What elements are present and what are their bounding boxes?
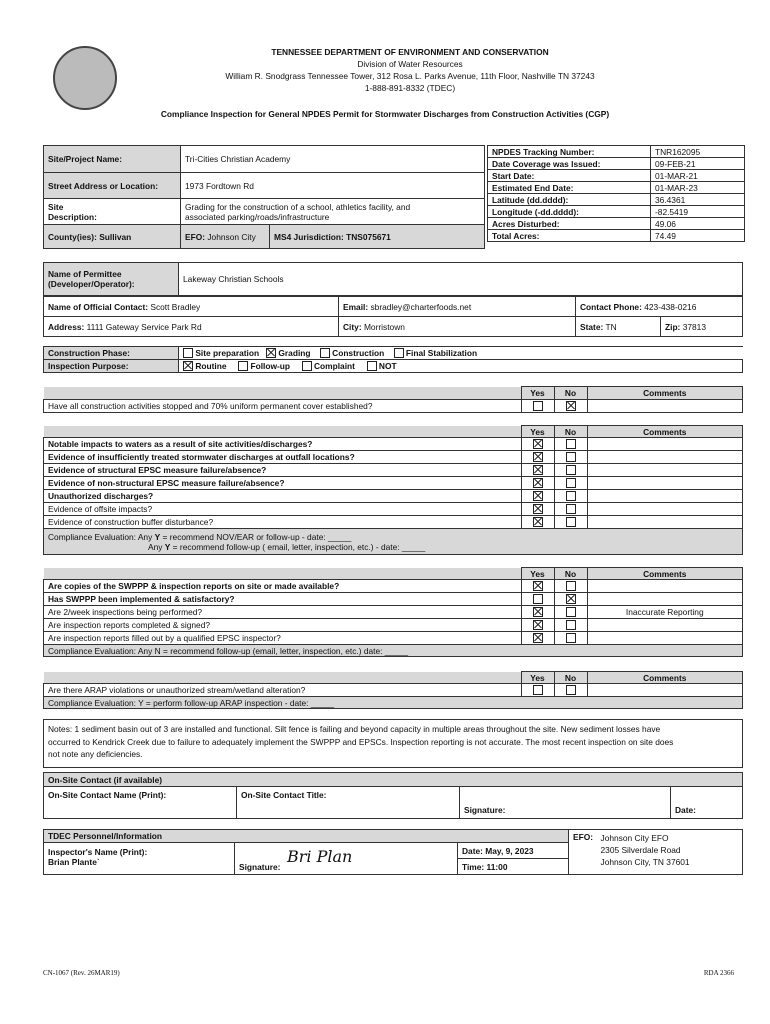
county-cell: County(ies): Sullivan <box>44 225 181 249</box>
question-row <box>44 619 743 632</box>
question-row <box>44 490 743 503</box>
question-yes-checkbox[interactable] <box>533 594 543 604</box>
phase-label: Construction Phase: <box>44 347 179 360</box>
q4-text: Are there ARAP violations or unauthorized stream/wetland alteration? <box>44 684 522 697</box>
permit-value: -82.5419 <box>651 206 745 218</box>
question-yes-checkbox[interactable] <box>533 581 543 591</box>
col-yes: Yes <box>521 672 554 684</box>
q4-yes-checkbox[interactable] <box>533 685 543 695</box>
permit-row <box>488 206 745 218</box>
department-title: TENNESSEE DEPARTMENT OF ENVIRONMENT AND CONSERVATION <box>271 47 549 57</box>
question-row <box>44 632 743 645</box>
efo-city: Johnson City, TN 37601 <box>600 856 690 867</box>
inspector-name-field: Inspector's Name (Print): Brian Plante` <box>44 843 235 875</box>
permit-row <box>488 218 745 230</box>
permit-value: 01-MAR-23 <box>651 182 745 194</box>
question-text: Unauthorized discharges? <box>44 490 522 503</box>
tdec-signature-field[interactable]: Signature: Bri Plan <box>235 843 458 875</box>
purpose-complaint-checkbox[interactable] <box>302 361 312 371</box>
question-row <box>44 580 743 593</box>
permittee-zip: Zip: 37813 <box>661 317 743 337</box>
question-yes-checkbox[interactable] <box>533 478 543 488</box>
question-row <box>44 464 743 477</box>
permit-value: TNR162095 <box>651 146 745 158</box>
contact-phone: Contact Phone: 423-438-0216 <box>576 297 743 317</box>
question-row <box>44 451 743 464</box>
col-comments: Comments <box>587 426 743 438</box>
official-contact: Name of Official Contact: Scott Bradley <box>44 297 339 317</box>
description-label: Site Description: <box>44 199 181 225</box>
permit-value: 09-FEB-21 <box>651 158 745 170</box>
street-address: 1973 Fordtown Rd <box>181 173 485 199</box>
inspector-signature: Bri Plan <box>287 847 353 866</box>
permit-label: Total Acres: <box>488 230 651 242</box>
q2-evaluation: Compliance Evaluation: Any Y = recommend NOV/EAR or follow-up - date: _____ Any Y = recommend follow-up ( email, letter, inspection, etc.) - date: _____ <box>44 529 743 555</box>
question-row <box>44 438 743 451</box>
question-row <box>44 477 743 490</box>
efo-name: Johnson City EFO <box>600 832 669 843</box>
col-yes: Yes <box>521 387 554 400</box>
question-no-checkbox[interactable] <box>566 633 576 643</box>
question-no-checkbox[interactable] <box>566 594 576 604</box>
question-no-checkbox[interactable] <box>566 491 576 501</box>
question-text: Evidence of insufficiently treated stormwater discharges at outfall locations? <box>44 451 522 464</box>
question-comment[interactable] <box>587 503 743 516</box>
question-comment[interactable] <box>587 580 743 593</box>
question-text: Evidence of construction buffer disturbance? <box>44 516 522 529</box>
purpose-routine-checkbox[interactable] <box>183 361 193 371</box>
question-comment[interactable]: Inaccurate Reporting <box>587 606 743 619</box>
permit-value: 49.06 <box>651 218 745 230</box>
question-yes-checkbox[interactable] <box>533 465 543 475</box>
col-yes: Yes <box>521 426 554 438</box>
question-text: Are copies of the SWPPP & inspection reports on site or made available? <box>44 580 522 593</box>
project-name: Tri-Cities Christian Academy <box>181 146 485 173</box>
permit-label: Longitude (-dd.dddd): <box>488 206 651 218</box>
purpose-options: Routine Follow-up Complaint NOT <box>179 360 743 373</box>
department-address: William R. Snodgrass Tennessee Tower, 312 Rosa L. Parks Avenue, 11th Floor, Nashville TN 37243 <box>225 71 595 81</box>
permit-info-table <box>487 145 745 242</box>
question-text: Has SWPPP been implemented & satisfactory? <box>44 593 522 606</box>
col-no: No <box>554 387 587 400</box>
site-info-table <box>43 145 485 249</box>
contact-email: Email: sbradley@charterfoods.net <box>339 297 576 317</box>
permit-row <box>488 146 745 158</box>
tdec-time: Time: 11:00 <box>458 859 569 875</box>
notes-box[interactable] <box>43 719 743 768</box>
question-comment[interactable] <box>587 490 743 503</box>
form-title: Compliance Inspection for General NPDES Permit for Stormwater Discharges from Construction Activities (CGP) <box>160 109 610 119</box>
q1-text: Have all construction activities stopped and 70% uniform permanent cover established? <box>44 400 522 413</box>
question-comment[interactable] <box>587 593 743 606</box>
question-table-1 <box>43 386 743 413</box>
question-comment[interactable] <box>587 516 743 529</box>
question-comment[interactable] <box>587 464 743 477</box>
onsite-title-field[interactable]: On-Site Contact Title: <box>237 787 460 819</box>
question-no-checkbox[interactable] <box>566 478 576 488</box>
efo-street: 2305 Silverdale Road <box>600 844 681 855</box>
permittee-name: Lakeway Christian Schools <box>179 263 743 296</box>
question-yes-checkbox[interactable] <box>533 620 543 630</box>
question-text: Evidence of offsite impacts? <box>44 503 522 516</box>
q3-evaluation: Compliance Evaluation: Any N = recommend follow-up (email, letter, inspection, etc.) date: _____ <box>44 645 743 657</box>
permit-row <box>488 170 745 182</box>
q4-evaluation: Compliance Evaluation: Y = perform follow-up ARAP inspection - date: _____ <box>44 697 743 709</box>
col-comments: Comments <box>587 672 743 684</box>
permit-row <box>488 182 745 194</box>
purpose-followup-checkbox[interactable] <box>238 361 248 371</box>
q1-comment[interactable] <box>587 400 743 413</box>
question-text: Notable impacts to waters as a result of site activities/discharges? <box>44 438 522 451</box>
permittee-table <box>43 262 743 296</box>
permit-value: 36.4361 <box>651 194 745 206</box>
question-yes-checkbox[interactable] <box>533 504 543 514</box>
question-row <box>44 503 743 516</box>
question-no-checkbox[interactable] <box>566 620 576 630</box>
notes-line: not note any deficiencies. <box>48 749 143 759</box>
question-no-checkbox[interactable] <box>566 607 576 617</box>
permit-label: Date Coverage was Issued: <box>488 158 651 170</box>
q4-comment[interactable] <box>587 684 743 697</box>
contact-table <box>43 296 743 337</box>
question-comment[interactable] <box>587 438 743 451</box>
question-no-checkbox[interactable] <box>566 581 576 591</box>
question-comment[interactable] <box>587 632 743 645</box>
question-text: Evidence of structural EPSC measure failure/absence? <box>44 464 522 477</box>
permit-label: Start Date: <box>488 170 651 182</box>
permit-label: NPDES Tracking Number: <box>488 146 651 158</box>
phase-final-checkbox[interactable] <box>394 348 404 358</box>
tdec-table <box>43 829 743 875</box>
permit-row <box>488 194 745 206</box>
question-no-checkbox[interactable] <box>566 517 576 527</box>
question-table-2 <box>43 425 743 555</box>
col-no: No <box>554 426 587 438</box>
permit-label: Latitude (dd.dddd): <box>488 194 651 206</box>
efo-cell: EFO: Johnson City <box>181 225 270 249</box>
division-name: Division of Water Resources <box>357 59 463 69</box>
question-no-checkbox[interactable] <box>566 504 576 514</box>
tdec-date: Date: May, 9, 2023 <box>458 843 569 859</box>
question-text: Are inspection reports completed & signed? <box>44 619 522 632</box>
street-label: Street Address or Location: <box>44 173 181 199</box>
question-no-checkbox[interactable] <box>566 452 576 462</box>
phase-table <box>43 346 743 373</box>
phase-construction-checkbox[interactable] <box>320 348 330 358</box>
project-label: Site/Project Name: <box>44 146 181 173</box>
question-table-4 <box>43 671 743 709</box>
permit-label: Estimated End Date: <box>488 182 651 194</box>
question-yes-checkbox[interactable] <box>533 491 543 501</box>
permit-row <box>488 230 745 242</box>
q1-no-checkbox[interactable] <box>566 401 576 411</box>
phase-site-prep-checkbox[interactable] <box>183 348 193 358</box>
onsite-header: On-Site Contact (if available) <box>44 773 743 787</box>
ms4-cell: MS4 Jurisdiction: TNS075671 <box>270 225 485 249</box>
purpose-label: Inspection Purpose: <box>44 360 179 373</box>
col-comments: Comments <box>587 568 743 580</box>
onsite-signature-field[interactable]: Signature: <box>460 787 671 819</box>
permit-value: 01-MAR-21 <box>651 170 745 182</box>
onsite-contact-table <box>43 772 743 819</box>
permit-row <box>488 158 745 170</box>
state-seal-logo <box>53 46 117 110</box>
tdec-header: TDEC Personnel/Information <box>44 830 569 843</box>
site-description: Grading for the construction of a school, athletics facility, and associated parking/roads/infrastructure <box>181 199 485 225</box>
question-yes-checkbox[interactable] <box>533 452 543 462</box>
q4-no-checkbox[interactable] <box>566 685 576 695</box>
permit-value: 74.49 <box>651 230 745 242</box>
question-comment[interactable] <box>587 451 743 464</box>
question-row <box>44 606 743 619</box>
question-text: Evidence of non-structural EPSC measure failure/absence? <box>44 477 522 490</box>
onsite-date-field[interactable]: Date: <box>671 787 743 819</box>
tdec-efo-cell: EFO: Johnson City EFO 2305 Silverdale Road Johnson City, TN 37601 <box>569 830 743 875</box>
form-code: CN-1067 (Rev. 26MAR19) <box>43 969 120 977</box>
onsite-name-field[interactable]: On-Site Contact Name (Print): <box>44 787 237 819</box>
col-no: No <box>554 568 587 580</box>
phase-grading-checkbox[interactable] <box>266 348 276 358</box>
col-no: No <box>554 672 587 684</box>
rda-code: RDA 2366 <box>703 969 734 977</box>
permittee-label: Name of Permittee (Developer/Operator): <box>44 263 179 296</box>
q1-yes-checkbox[interactable] <box>533 401 543 411</box>
permittee-address: Address: 1111 Gateway Service Park Rd <box>44 317 339 337</box>
question-text: Are 2/week inspections being performed? <box>44 606 522 619</box>
question-yes-checkbox[interactable] <box>533 633 543 643</box>
col-yes: Yes <box>521 568 554 580</box>
permittee-state: State: TN <box>576 317 661 337</box>
permittee-city: City: Morristown <box>339 317 576 337</box>
question-comment[interactable] <box>587 619 743 632</box>
question-yes-checkbox[interactable] <box>533 607 543 617</box>
department-phone: 1-888-891-8332 (TDEC) <box>364 83 456 93</box>
question-yes-checkbox[interactable] <box>533 517 543 527</box>
permit-label: Acres Disturbed: <box>488 218 651 230</box>
question-no-checkbox[interactable] <box>566 439 576 449</box>
question-row <box>44 516 743 529</box>
purpose-not-checkbox[interactable] <box>367 361 377 371</box>
notes-line: Notes: 1 sediment basin out of 3 are installed and functional. Silt fence is failing and beyond capacity in multiple areas throughout the site. New sediment losses have <box>48 724 661 734</box>
question-table-3 <box>43 567 743 657</box>
col-comments: Comments <box>587 387 743 400</box>
question-row <box>44 593 743 606</box>
phase-options: Site preparation Grading Construction Final Stabilization <box>179 347 743 360</box>
question-no-checkbox[interactable] <box>566 465 576 475</box>
question-comment[interactable] <box>587 477 743 490</box>
question-yes-checkbox[interactable] <box>533 439 543 449</box>
question-text: Are inspection reports filled out by a qualified EPSC inspector? <box>44 632 522 645</box>
notes-line: occurred to Kendrick Creek due to failure to adequately implement the SWPPP and EPSCs. Inspection reporting is not accurate. The most recent inspection on site does <box>48 736 674 747</box>
